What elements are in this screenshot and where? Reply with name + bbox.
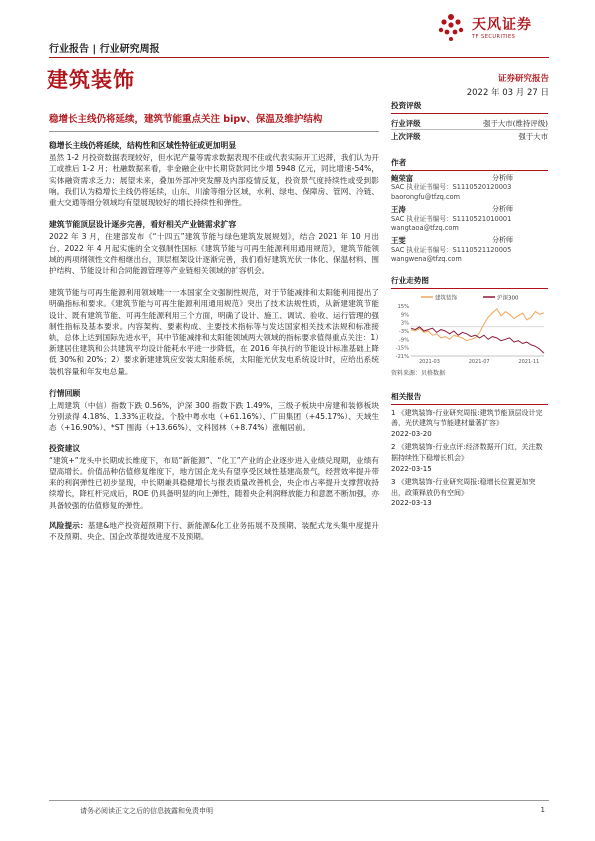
author-role: 分析师 xyxy=(492,174,513,182)
author-role: 分析师 xyxy=(492,205,513,214)
sidebar xyxy=(391,100,548,512)
author-cert: SAC 执业证书编号：S1110521120005 xyxy=(391,245,512,254)
footer-divider xyxy=(49,800,549,801)
section-title: 建筑节能顶层设计逐步完善，看好相关产业链需求扩容 xyxy=(49,220,237,230)
rating-row xyxy=(391,117,548,130)
section-title: 投资建议 xyxy=(49,443,81,453)
related-report-date: 2022-03-15 xyxy=(391,464,432,473)
industry-title: 建筑装饰 xyxy=(47,68,135,92)
breadcrumb: 行业报告 | 行业研究周报 xyxy=(49,44,160,55)
related-report-date: 2022-03-13 xyxy=(391,499,432,508)
y-tick-label: -3% xyxy=(398,328,409,335)
related-report-text: 1 《建筑装饰-行业研究周报:建筑节能顶层设计完善，光伏建筑与节能建材量著扩容》 xyxy=(391,408,543,428)
y-tick-label: -21% xyxy=(395,353,409,360)
section-market-review xyxy=(49,388,379,434)
author-name: 鲍荣富 xyxy=(391,174,414,183)
footer-disclaimer[interactable]: 请务必阅读正文之后的信息披露和免责申明 xyxy=(80,807,213,815)
series-line xyxy=(411,326,544,352)
section-investment-advice xyxy=(49,443,379,511)
authors-title: 作者 xyxy=(391,157,548,171)
risk-label: 风险提示： xyxy=(49,520,88,530)
rating-title: 投资评级 xyxy=(391,100,548,114)
risk-warning xyxy=(49,520,379,542)
section-energy-code xyxy=(49,287,379,377)
report-type: 证券研究报告 xyxy=(497,74,549,84)
section-body: 建筑节能与可再生能源利用领域唯一一本国家全文强制性规范，对于节能减排和太阳能利用提出了明确指标和要求。《建筑节能与可再生能源利用通用规范》突出了技术法规性质，从新建建筑节能设计、既有建筑节能、可再生能源利用三个方面，明确了设计、施工、调试、验收、运行管理的强制性指标及基本要求。内容架构、要素构成、主要技术指标等与发达国家相关技术法规和标准接轨，总体上达到国际先进水平，其中节能减排和太阳能领域两大领域的指标要求值得重点关注：1）新建居住建筑和公共建筑平均设计能耗水平进一步降低，在 2016 年执行的节能设计标准基础上降低 30%和 20%；2）要求新建建筑应安装太阳能系统，太阳能光伏发电系统设计时，应给出系统装机容量和年发电总量。 xyxy=(49,288,379,376)
headline-divider xyxy=(49,131,379,132)
section-building-energy xyxy=(49,219,379,276)
company-logo xyxy=(436,12,586,52)
section-title: 稳增长主线仍将延续，结构性和区域性特征或更加明显 xyxy=(49,141,237,150)
section-body: “建筑+”龙头中长期成长维度下，布局“新能源”、“化工”产业的企业逐步进入业绩兑现期，业绩有望高增长。价值品种估值修复维度下，地方国企龙头有望享受区域性基建高景气，经营效率提升带来的利润弹性已初步显现，中长期兼具稳健增长与报表质量改善机会，央企市占率提升支撑营收持续增长，降杠杆完成后，ROE 仍具备明显的向上弹性，随着央企利润释放能力和意愿不断加强，亦具备较强的估值修复的弹性。 xyxy=(49,455,379,510)
header-divider xyxy=(49,57,549,58)
trend-chart-svg xyxy=(391,292,548,366)
rating-key: 上次评级 xyxy=(391,132,421,141)
rating-row xyxy=(391,130,548,143)
report-date: 2022 年 03 月 27 日 xyxy=(466,88,549,98)
x-tick-label: 2021-07 xyxy=(468,358,490,365)
rating-value: 强于大市 xyxy=(518,132,548,141)
legend-label: 建筑装饰 xyxy=(435,295,458,302)
author-cert: SAC 执业证书编号：S1110520120003 xyxy=(391,183,512,192)
author-card xyxy=(391,205,548,233)
industry-trend-chart xyxy=(391,292,548,366)
author-email[interactable]: wangwena@tfzq.com xyxy=(391,255,462,264)
author-cert: SAC 执业证书编号：S1110521010001 xyxy=(391,214,512,223)
main-content xyxy=(49,140,379,553)
rating-key: 行业评级 xyxy=(391,118,421,128)
author-email[interactable]: wangtaoa@tfzq.com xyxy=(391,224,459,233)
y-tick-label: 9% xyxy=(400,311,409,318)
logo-text-cn: 天风证券 xyxy=(472,17,532,33)
related-title: 相关报告 xyxy=(391,391,548,405)
risk-text: 基建&地产投资超预期下行、新能源&化工业务拓展不及预期、装配式龙头集中度提升不及预期、央企、国企改革提效进度不及预期。 xyxy=(49,520,379,542)
related-report-item[interactable] xyxy=(391,477,548,509)
x-tick-label: 2021-11 xyxy=(518,358,540,365)
related-report-item[interactable] xyxy=(391,442,548,474)
section-body: 2022 年 3 月，住建部发布《“十四五”建筑节能与绿色建筑发展规划》，结合 2021 年 10 月出台、2022 年 4 月起实施的全文强制性国标《建筑节能与可再生能源利用通用规范》，建筑节能领域的两项纲领性文件相继出台，顶层框架设计逐渐完善，我们看好建筑光伏一体化、保温材料、围护结构、节能设计和合同能源管理等产业链相关领域的扩容机会。 xyxy=(49,232,379,276)
section-body: 虽然 1-2 月投资数据表现较好，但水泥产量等需求数据表现不佳或代表实际开工迟滞，我们认为开工或推后 1-2 月；杜融数据来看，非金融企业中长期贷款同比少增 5948 亿元，同比增速-54%，实体融资需求乏力；展望未来，叠加外部冲突发酵及内部疫情反复，投资景气度持续性或受到影响。我们认为稳增长主线仍将延续，山东、川渝等细分区域，水利、绿电、保障房、管网、冷链、重大交通等细分领域均有望展现较好的增长持续性和弹性。 xyxy=(49,153,379,208)
author-email[interactable]: baorongfu@tfzq.com xyxy=(391,192,461,201)
author-card xyxy=(391,236,548,264)
report-headline: 稳增长主线仍将延续，建筑节能重点关注 bipv、保温及维护结构 xyxy=(49,114,323,125)
series-line xyxy=(411,308,544,340)
trend-title: 行业走势图 xyxy=(391,275,548,289)
related-report-date: 2022-03-20 xyxy=(391,429,432,438)
x-tick-label: 2021-03 xyxy=(419,358,440,365)
author-card xyxy=(391,174,548,202)
y-tick-label: 3% xyxy=(400,320,409,327)
legend-label: 沪深300 xyxy=(497,295,519,302)
chart-source: 资料来源：贝格数据 xyxy=(391,369,446,377)
y-tick-label: -15% xyxy=(395,345,409,352)
section-body: 上周建筑（中信）指数下跌 0.56%，沪深 300 指数下跌 1.49%，三级子板块中房建和装修板块分别录得 4.18%、1.33%正收益。个股中粤水电（+61.16%）、广田集团（+45.17%）、天域生态（+16.90%）、*ST 围海（+13.66%）、文科园林（+8.74%）涨幅居前。 xyxy=(49,401,379,433)
author-name: 王涛 xyxy=(391,205,406,215)
y-tick-label: -9% xyxy=(398,336,409,343)
author-name: 王雯 xyxy=(391,236,406,246)
related-report-text: 2 《建筑装饰-行业点评:经济数据开门红，关注数据持续性下稳增长机会》 xyxy=(391,443,543,463)
y-tick-label: 15% xyxy=(397,303,409,310)
rating-value: 强于大市(维持评级) xyxy=(483,118,548,128)
logo-text-en: TF SECURITIES xyxy=(472,34,516,40)
page-number: 1 xyxy=(540,806,545,814)
section-title: 行情回顾 xyxy=(49,388,81,398)
related-report-text: 3 《建筑装饰-行业研究周报:稳增长位置更加突出，政策释放仍有空间》 xyxy=(391,478,536,497)
related-report-item[interactable] xyxy=(391,408,548,440)
section-stable-growth xyxy=(49,140,379,208)
author-role: 分析师 xyxy=(492,236,513,245)
logo-mark-icon xyxy=(436,12,466,42)
